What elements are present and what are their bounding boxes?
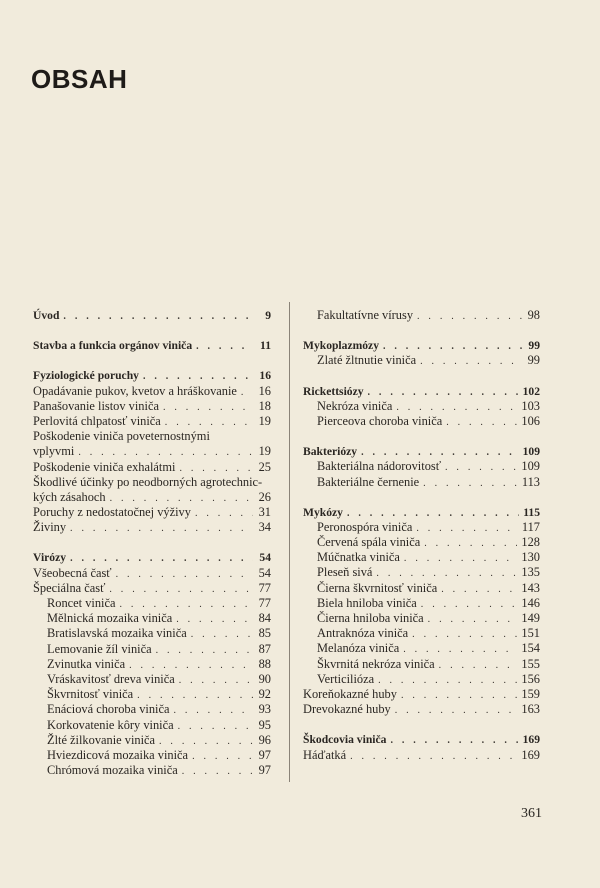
- toc-entry-page: 155: [521, 656, 540, 671]
- toc-entry-label: Všeobecná časť: [33, 565, 112, 580]
- toc-entry: [303, 748, 540, 763]
- toc-entry: [303, 520, 540, 535]
- dot-leader: [179, 673, 253, 688]
- toc-entry-label: Poruchy z nedostatočnej výživy: [33, 505, 191, 520]
- toc-entry-page: 92: [258, 687, 271, 702]
- toc-entry-page: 77: [258, 596, 271, 610]
- toc-entry: [33, 414, 271, 429]
- dot-leader: [412, 627, 517, 642]
- toc-entry-label: Lemovanie žíl viniča: [47, 641, 152, 656]
- toc-entry: [303, 687, 540, 702]
- toc-entry-page: 151: [521, 626, 540, 641]
- toc-entry: [303, 641, 540, 656]
- toc-entry-label: Pleseň sivá: [317, 565, 373, 580]
- toc-entry: [303, 672, 540, 687]
- toc-entry-label: Drevokazné huby: [303, 702, 391, 717]
- toc-entry-page: 19: [258, 444, 271, 459]
- toc-entry-page: 11: [260, 339, 271, 353]
- dot-leader: [441, 582, 517, 597]
- dot-leader: [417, 309, 522, 324]
- toc-entry: [33, 520, 271, 535]
- toc-entry: [33, 748, 271, 763]
- toc-entry: [33, 642, 271, 657]
- toc-entry-label: Mykoplazmózy: [303, 339, 379, 353]
- dot-leader: [191, 627, 253, 642]
- dot-leader: [424, 536, 517, 551]
- toc-entry-page: 113: [521, 474, 540, 489]
- toc-entry-page: 87: [258, 641, 271, 656]
- toc-section: [33, 338, 271, 353]
- dot-leader: [137, 688, 253, 703]
- toc-entry-label: Škodlivé účinky po neodborných agrotechnic-: [33, 474, 263, 489]
- toc-entry-label: Vráskavitosť dreva viniča: [47, 671, 175, 686]
- toc-entry-label: Čierna škvrnitosť viniča: [317, 580, 438, 595]
- toc-section: [303, 505, 540, 718]
- toc-entry: [33, 460, 271, 475]
- page-title: OBSAH: [31, 64, 128, 94]
- dot-leader: [165, 415, 253, 430]
- toc-entry-label: Korkovatenie kôry viniča: [47, 717, 174, 732]
- toc-entry-page: 117: [521, 519, 540, 534]
- toc-entry: [303, 611, 540, 626]
- toc-heading: [33, 550, 271, 565]
- dot-leader: [241, 385, 253, 400]
- toc-entry-page: 146: [521, 595, 540, 610]
- toc-entry-page: 97: [258, 747, 271, 762]
- toc-entry-page: 163: [521, 702, 540, 717]
- toc-entry: [33, 702, 271, 717]
- toc-entry-label: Škvrnitosť viniča: [47, 687, 134, 702]
- dot-leader: [196, 339, 253, 354]
- toc-entry-page: 93: [258, 702, 271, 717]
- toc-section: [33, 368, 271, 535]
- dot-leader: [404, 551, 517, 566]
- dot-leader: [347, 506, 519, 521]
- dot-leader: [129, 658, 253, 673]
- toc-entry-label: Antraknóza viniča: [317, 626, 409, 641]
- toc-entry-label: Bakteriózy: [303, 445, 358, 459]
- toc-entry-page: 9: [265, 309, 271, 322]
- dot-leader: [376, 566, 517, 581]
- dot-leader: [179, 461, 253, 476]
- toc-entry-label: Perlovitá chlpatosť viniča: [33, 413, 161, 428]
- dot-leader: [195, 506, 253, 521]
- toc-entry-label: Panašovanie listov viniča: [33, 398, 159, 413]
- toc-entry-label: Úvod: [33, 309, 60, 322]
- dot-leader: [176, 612, 253, 627]
- toc-entry: [303, 702, 540, 717]
- toc-entry: [303, 581, 540, 596]
- toc-entry-label: Červená spála viniča: [317, 535, 421, 550]
- toc-entry-label: Múčnatka viniča: [317, 550, 400, 565]
- toc-entry-page: 54: [258, 565, 271, 580]
- toc-entry-label: Biela hniloba viniča: [317, 595, 417, 610]
- dot-leader: [395, 703, 518, 718]
- toc-entry: [33, 505, 271, 520]
- dot-leader: [416, 521, 518, 536]
- toc-heading: [33, 308, 271, 323]
- toc-entry-label: Roncet viniča: [47, 596, 116, 610]
- toc-entry-label: Poškodenie viniča poveternostnými: [33, 429, 210, 444]
- toc-entry-page: 84: [258, 611, 271, 626]
- toc-entry-label: Chrómová mozaika viniča: [47, 763, 178, 778]
- toc-entry: [33, 733, 271, 748]
- dot-leader: [350, 749, 517, 764]
- toc-entry-label: Mykózy: [303, 505, 343, 519]
- toc-entry-label: Opadávanie pukov, kvetov a hráškovanie: [33, 383, 237, 398]
- toc-heading: [303, 444, 540, 459]
- dot-leader: [173, 703, 253, 718]
- toc-entry-label: Škvrnitá nekróza viniča: [317, 656, 435, 671]
- toc-entry-label: Hviezdicová mozaika viniča: [47, 747, 189, 762]
- toc-entry-page: 103: [521, 398, 540, 413]
- toc-entry-label: Poškodenie viniča exhalátmi: [33, 459, 176, 474]
- toc-entry: [33, 384, 271, 399]
- toc-entry-page: 88: [258, 656, 271, 671]
- dot-leader: [420, 354, 522, 369]
- toc-entry-label: Mělnická mozaika viniča: [47, 611, 173, 626]
- toc-entry: [33, 657, 271, 672]
- toc-entry: [303, 308, 540, 323]
- dot-leader: [423, 476, 518, 491]
- toc-entry-label: Koreňokazné huby: [303, 686, 397, 701]
- toc-entry-label: Nekróza viniča: [317, 398, 393, 413]
- toc-entry-label: Škodcovia viniča: [303, 733, 387, 747]
- dot-leader: [182, 764, 253, 779]
- toc-entry: [33, 718, 271, 733]
- toc-entry: [303, 657, 540, 672]
- toc-entry: [33, 581, 271, 596]
- toc-entry-page: 109: [521, 459, 540, 474]
- dot-leader: [368, 385, 519, 400]
- toc-section: [303, 308, 540, 323]
- dot-leader: [361, 445, 519, 460]
- toc-entry-label: Zlaté žltnutie viniča: [317, 353, 417, 368]
- toc-entry-label: Zvinutka viniča: [47, 656, 126, 671]
- toc-entry-page: 169: [521, 747, 540, 762]
- toc-entry: [303, 596, 540, 611]
- dot-leader: [421, 597, 518, 612]
- toc-heading: [303, 384, 540, 399]
- toc-entry-label: Fyziologické poruchy: [33, 369, 139, 383]
- toc-entry: [303, 550, 540, 565]
- dot-leader: [192, 749, 253, 764]
- dot-leader: [63, 309, 253, 324]
- toc-entry-label: Žlté žilkovanie viniča: [47, 732, 156, 747]
- toc-entry: [33, 626, 271, 641]
- dot-leader: [390, 733, 518, 748]
- toc-entry-page: 95: [258, 717, 271, 732]
- toc-entry-label: Čierna hniloba viniča: [317, 611, 424, 625]
- toc-entry-label: Melanóza viniča: [317, 641, 400, 656]
- toc-entry: [33, 596, 271, 611]
- toc-entry: [33, 475, 271, 490]
- toc-heading: [303, 338, 540, 353]
- dot-leader: [383, 339, 522, 354]
- toc-entry-page: 16: [258, 383, 271, 398]
- toc-entry-page: 135: [521, 565, 540, 580]
- toc-entry: [303, 475, 540, 490]
- toc-entry-label: Háďatká: [303, 747, 347, 762]
- toc-entry-label: kých zásahoch: [33, 489, 106, 504]
- toc-entry-page: 159: [521, 686, 540, 701]
- toc-entry: [303, 535, 540, 550]
- dot-leader: [78, 445, 253, 460]
- toc-entry-page: 149: [521, 611, 540, 625]
- toc-heading: [33, 368, 271, 383]
- toc-entry-page: 25: [258, 459, 271, 474]
- toc-entry-label: Bratislavská mozaika viniča: [47, 626, 187, 641]
- toc-entry-page: 169: [522, 733, 540, 747]
- toc-entry-page: 128: [521, 535, 540, 550]
- toc-entry-page: 109: [522, 445, 540, 459]
- toc-section: [303, 384, 540, 430]
- toc-entry-label: Verticilióza: [317, 671, 375, 686]
- toc-entry: [303, 626, 540, 641]
- dot-leader: [70, 521, 253, 536]
- toc-entry: [33, 611, 271, 626]
- dot-leader: [403, 642, 517, 657]
- toc-heading: [33, 338, 271, 353]
- toc-entry-label: vplyvmi: [33, 444, 75, 459]
- toc-entry-page: 19: [258, 413, 271, 428]
- dot-leader: [378, 673, 517, 688]
- toc-entry-label: Pierceova choroba viniča: [317, 413, 443, 428]
- toc-entry: [33, 672, 271, 687]
- toc-entry-page: 115: [523, 505, 540, 519]
- toc-entry-page: 154: [521, 641, 540, 656]
- toc-heading: [303, 732, 540, 747]
- dot-leader: [143, 369, 253, 384]
- toc-entry: [33, 429, 271, 444]
- toc-section: [303, 732, 540, 762]
- toc-entry-page: 102: [522, 384, 540, 398]
- toc-entry-label: Peronospóra viniča: [317, 519, 413, 534]
- toc-section: [33, 308, 271, 323]
- toc-entry-label: Bakteriálna nádorovitosť: [317, 459, 442, 474]
- dot-leader: [396, 400, 517, 415]
- toc-entry-page: 130: [521, 550, 540, 565]
- toc-section: [303, 338, 540, 368]
- dot-leader: [163, 400, 253, 415]
- toc-entry-label: Fakultatívne vírusy: [317, 308, 414, 322]
- toc-entry: [303, 565, 540, 580]
- toc-heading: [303, 505, 540, 520]
- toc-entry: [303, 414, 540, 429]
- toc-section: [303, 444, 540, 490]
- toc-entry-page: 106: [521, 413, 540, 428]
- toc-entry-page: 143: [521, 580, 540, 595]
- toc-entry-label: Živiny: [33, 520, 67, 535]
- toc-entry-page: 97: [258, 763, 271, 778]
- toc-entry: [33, 490, 271, 505]
- dot-leader: [156, 643, 253, 658]
- dot-leader: [439, 658, 518, 673]
- toc-left-column: [33, 308, 271, 778]
- toc-entry-page: 26: [258, 489, 271, 504]
- toc-entry-label: Rickettsiózy: [303, 384, 364, 398]
- toc-entry-page: 34: [258, 520, 271, 535]
- toc-entry-page: 85: [258, 626, 271, 641]
- toc-entry-label: Enáciová choroba viniča: [47, 702, 170, 717]
- toc-entry: [303, 353, 540, 368]
- toc-entry-page: 96: [258, 732, 271, 747]
- dot-leader: [110, 491, 253, 506]
- page-number: 361: [521, 806, 542, 821]
- toc-entry-page: 77: [258, 580, 271, 595]
- toc-entry: [303, 399, 540, 414]
- toc-section: [33, 550, 271, 778]
- toc-entry: [33, 566, 271, 581]
- column-divider: [289, 302, 290, 782]
- toc-entry: [33, 687, 271, 702]
- toc-entry: [33, 763, 271, 778]
- toc-entry-label: Špeciálna časť: [33, 580, 106, 595]
- toc-entry-page: 16: [259, 369, 271, 383]
- toc-entry-page: 156: [521, 671, 540, 686]
- toc-entry-label: Virózy: [33, 551, 67, 565]
- toc-entry: [33, 444, 271, 459]
- toc-entry-page: 90: [258, 671, 271, 686]
- toc-entry-page: 99: [527, 353, 540, 368]
- dot-leader: [109, 582, 253, 597]
- toc-entry: [33, 399, 271, 414]
- toc-right-column: [303, 308, 540, 763]
- toc-entry-page: 54: [259, 551, 271, 565]
- dot-leader: [428, 612, 518, 627]
- toc-entry: [303, 459, 540, 474]
- toc-entry-label: Stavba a funkcia orgánov viniča: [33, 339, 193, 353]
- toc-entry-page: 98: [527, 308, 540, 322]
- toc-entry-page: 31: [258, 505, 271, 520]
- dot-leader: [70, 551, 253, 566]
- dot-leader: [116, 567, 253, 582]
- dot-leader: [445, 460, 517, 475]
- dot-leader: [159, 734, 253, 749]
- toc-entry-label: Bakteriálne černenie: [317, 474, 420, 489]
- dot-leader: [401, 688, 517, 703]
- toc-entry-page: 99: [528, 339, 540, 353]
- toc-entry-page: 18: [258, 398, 271, 413]
- dot-leader: [178, 719, 253, 734]
- dot-leader: [446, 415, 517, 430]
- dot-leader: [119, 597, 253, 612]
